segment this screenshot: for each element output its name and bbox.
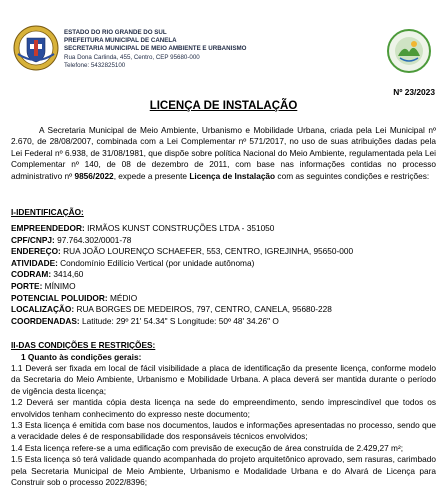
header-line-secretariat: SECRETARIA MUNICIPAL DE MEIO AMBIENTE E URBANISMO <box>64 45 247 53</box>
intro-license-type: Licença de Instalação <box>189 170 276 181</box>
field-value: MÍNIMO <box>42 280 76 291</box>
intro-text-3: com as seguintes condições e restrições: <box>275 170 430 181</box>
condition-item: 1.1 Deverá ser fixada em local de fácil visibilidade a placa de identificação da presente licença, conforme modelo da Secretaria do Meio Ambiente, Urbanismo e Mobilidade Urbana. A placa deverá ser mantida durante o período de vigência desta licença; <box>11 363 436 396</box>
condition-item: 1.2 Deverá ser mantida cópia desta licença na sede do empreendimento, sendo imprescindível que todos os envolvidos tenham conhecimento do expresso neste documento; <box>11 397 436 419</box>
conditions-list <box>11 363 436 488</box>
condition-item: 1.3 Esta licença é emitida com base nos documentos, laudos e informações apresentadas no processo, sendo que a veracidade deles é de responsabilidade dos responsáveis técnicos envolvidos; <box>11 420 436 442</box>
field-activity <box>11 258 436 270</box>
field-size <box>11 281 436 293</box>
field-label: EMPREENDEDOR: <box>11 223 85 233</box>
intro-paragraph <box>11 125 436 182</box>
field-label: CODRAM: <box>11 269 52 280</box>
condition-item: 1.4 Esta licença refere-se a uma edificação com previsão de execução de área construída de 2.429,27 m²; <box>11 442 404 453</box>
field-label: POTENCIAL POLUIDOR: <box>11 292 108 303</box>
field-pollution-potential <box>11 293 436 305</box>
field-label: ATIVIDADE: <box>11 257 58 268</box>
general-conditions-heading: 1 Quanto às condições gerais: <box>21 352 142 362</box>
field-label: PORTE: <box>11 280 43 291</box>
field-coordinates <box>11 316 436 328</box>
header-phone: Telefone: 5432825100 <box>64 61 126 69</box>
field-label: CPF/CNPJ: <box>11 234 55 245</box>
field-value: 3414,60 <box>51 269 84 280</box>
field-value: IRMÃOS KUNST CONSTRUÇÕES LTDA - 351050 <box>84 223 275 233</box>
field-location <box>11 304 436 316</box>
section-conditions-heading: II-DAS CONDIÇÕES E RESTRIÇÕES: <box>11 340 156 350</box>
intro-text-1: A Secretaria Municipal de Meio Ambiente, Urbanismo e Mobilidade Urbana, criada pela Lei Municipal nº 2.670, de 28/08/2007, combinada com a Lei Complementar nº 571/2017, no uso de suas atribuições dadas pela Lei Federal nº 6.938, de 31/08/1981, que dispõe sobre política Nacional do Meio Ambiente, regulamentada pela Lei Complementar nº 140, de 08 de dezembro de 2011, com base nas informações contidas no processo administrativo nº <box>11 125 436 181</box>
section-identification-heading: I-IDENTIFICAÇÃO: <box>11 207 84 217</box>
document-number: Nº 23/2023 <box>393 87 435 97</box>
field-codram <box>11 269 436 281</box>
intro-process-number: 9856/2022 <box>74 170 114 181</box>
field-label: COORDENADAS: <box>11 315 80 326</box>
condition-item: 1.5 Esta licença só terá validade quando acompanhada do projeto arquitetônico aprovado, sem rasuras, carimbado pela Secretaria Municipal de Meio Ambiente, Urbanismo e Modalidade Urbana e do Alvará de Licença para Construir sob o processo 2022/8396; <box>11 454 436 488</box>
municipal-coat-of-arms-icon <box>12 24 60 72</box>
field-label: LOCALIZAÇÃO: <box>11 304 75 315</box>
field-address <box>11 246 436 258</box>
document-title: LICENÇA DE INSTALAÇÃO <box>149 100 298 112</box>
field-entrepreneur <box>11 223 436 235</box>
field-value: 97.764.302/0001-78 <box>54 234 132 245</box>
header-address: Rua Dona Carlinda, 455, Centro, CEP 95680-000 <box>64 53 200 61</box>
header-line-prefecture: PREFEITURA MUNICIPAL DE CANELA <box>64 37 177 45</box>
environment-secretariat-logo-icon <box>386 28 432 74</box>
institution-header <box>64 29 246 70</box>
field-value: RUA BORGES DE MEDEIROS, 797, CENTRO, CANELA, 95680-228 <box>74 304 332 315</box>
intro-text-2: , expede a presente <box>113 170 190 181</box>
field-value: MÉDIO <box>107 292 138 303</box>
identification-fields <box>11 223 436 327</box>
field-label: ENDEREÇO: <box>11 246 61 257</box>
field-value: Condomínio Edilício Vertical (por unidade autônoma) <box>57 257 255 268</box>
field-value: Latitude: 29º 21' 54.34" S Longitude: 50º 48' 34.26" O <box>79 315 279 326</box>
field-value: RUA JOÃO LOURENÇO SCHAEFER, 553, CENTRO, IGREJINHA, 95650-000 <box>60 246 354 257</box>
header-line-state: ESTADO DO RIO GRANDE DO SUL <box>64 29 167 36</box>
field-cnpj <box>11 235 436 247</box>
